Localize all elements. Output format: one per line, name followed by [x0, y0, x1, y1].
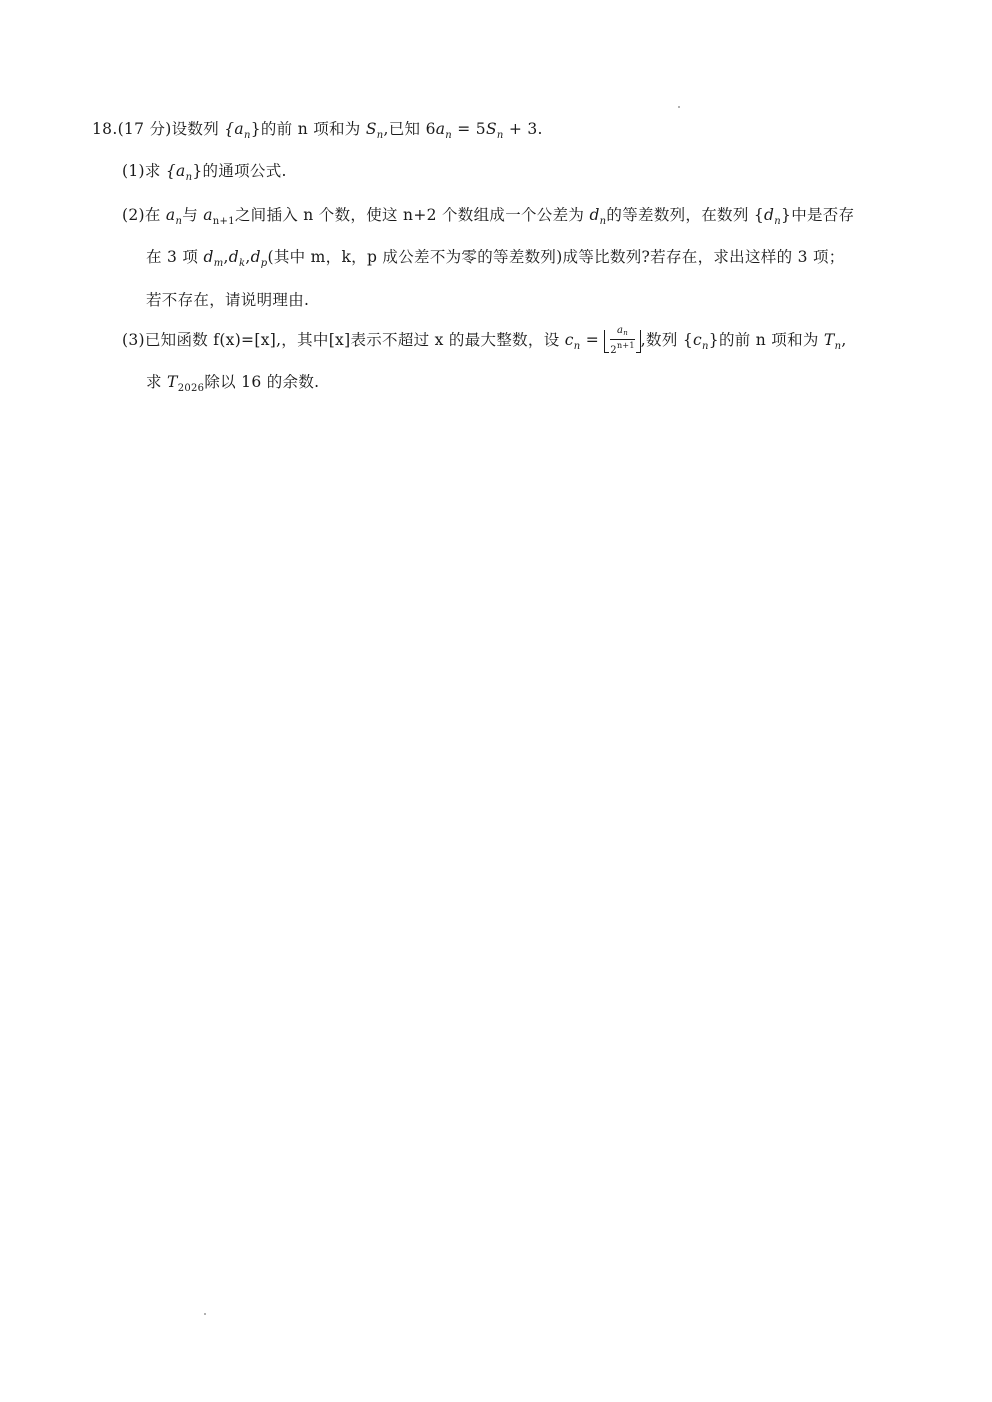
part-2-text: (其中 m，k，p 成公差不为零的等差数列)成等比数列?若存在，求出这样的 3 项； [267, 248, 845, 266]
scan-speck [678, 106, 680, 108]
part-3-text: 的前 n 项和为 [718, 331, 819, 349]
terms-d-m-k-p: $d_m,d_k,d_p$ [203, 248, 268, 269]
term-a-n-plus-1: $a_{n+1}$ [203, 206, 235, 227]
part-2-line-3 [146, 289, 309, 311]
part-2-text: 之间插入 n 个数，使这 n+2 个数组成一个公差为 [234, 206, 585, 224]
scan-speck [204, 1313, 206, 1315]
fraction-a-n-over-2-pow: $\frac{a_n}{2^{n+1}}$ [610, 325, 635, 356]
sum-S-n: $S_n$ [365, 120, 384, 141]
problem-score: (17 分) [117, 120, 172, 138]
sequence-d: $\{d_n\}$ [753, 206, 792, 227]
problem-stem [92, 118, 543, 147]
part-2-text: 中是否存 [791, 206, 855, 224]
equation-rhs: $S_n$ [485, 120, 504, 141]
part-3-line-2 [146, 371, 319, 400]
part-2-label: (2)在 [122, 206, 161, 224]
part-1-text: 的通项公式. [202, 162, 287, 180]
stem-text: 的前 n 项和为 [260, 120, 361, 138]
floor-left-bracket [604, 330, 609, 353]
part-2-text: 与 [182, 206, 198, 224]
part-3-text: ,数列 [640, 331, 678, 349]
equation-tail: + 3. [503, 120, 543, 138]
problem-number: 18. [92, 120, 118, 138]
term-d-n: $d_n$ [589, 206, 607, 227]
part-3-eq: = [580, 331, 605, 349]
stem-text: 设数列 [171, 120, 220, 138]
stem-text: ,已知 6 [383, 120, 436, 138]
part-2-line-1 [122, 204, 854, 233]
part-3-label: (3)已知函数 f(x)=[x],，其中[x]表示不超过 x 的最大整数，设 [122, 331, 560, 349]
sum-T-n: $T_n$ [823, 331, 842, 352]
sequence-a: $\{a_n\}$ [224, 120, 261, 141]
part-3-text: , [841, 331, 847, 349]
part-1-label: (1)求 [122, 162, 161, 180]
part-3-text: 除以 16 的余数. [204, 373, 320, 391]
term-c-n: $c_n$ [564, 331, 581, 352]
part-1 [122, 160, 287, 189]
equation-lhs: $a_n$ [435, 120, 453, 141]
sequence-a: $\{a_n\}$ [165, 162, 203, 183]
part-3-text: 求 [146, 373, 162, 391]
part-2-line-2 [146, 246, 845, 275]
sum-T-2026: $T_{2026}$ [167, 373, 205, 394]
part-2-text: 若不存在，请说明理由. [146, 291, 310, 309]
equation-eq: = 5 [452, 120, 486, 138]
sequence-c: $\{c_n\}$ [682, 331, 719, 352]
term-a-n: $a_n$ [165, 206, 183, 227]
part-3-line-1 [122, 325, 847, 362]
part-2-text: 在 3 项 [146, 248, 199, 266]
part-2-text: 的等差数列，在数列 [606, 206, 749, 224]
